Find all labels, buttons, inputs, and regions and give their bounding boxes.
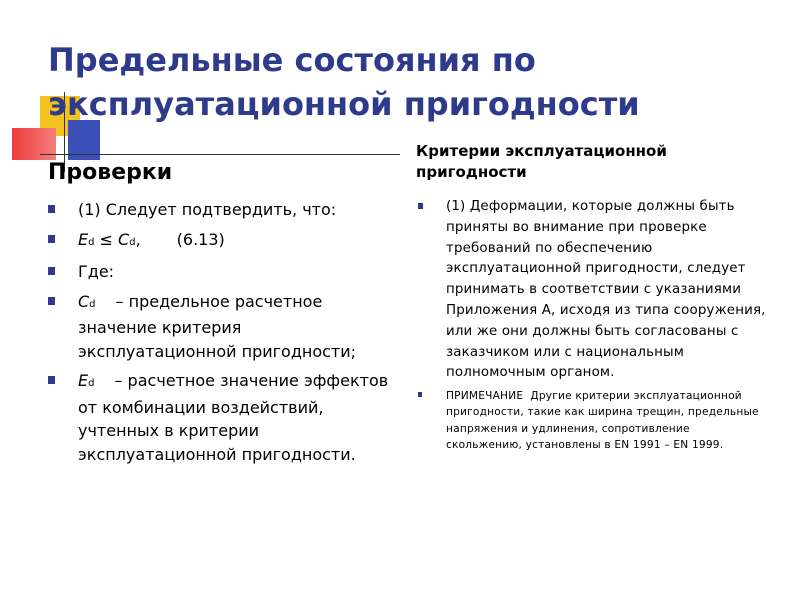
definition-text: – расчетное значение эффектов от комбинации воздействий, учтенных в критерии эксплуатационной пригодности. xyxy=(78,371,389,464)
bullet-icon xyxy=(48,297,55,305)
list-item-text: Где: xyxy=(78,262,115,281)
bullet-icon xyxy=(48,205,55,213)
left-bullet-list xyxy=(48,198,398,472)
note-text: Другие критерии эксплуатационной пригодности, такие как ширина трещин, предельные напряжения и удлинения, сопротивление скольжению, установлены в EN 1991 – EN 1999. xyxy=(446,390,759,451)
bullet-icon xyxy=(48,267,55,275)
list-item xyxy=(48,369,398,466)
list-item xyxy=(48,228,398,255)
bullet-icon xyxy=(48,376,55,384)
bullet-icon xyxy=(418,203,423,209)
list-item xyxy=(416,388,766,453)
symbol-e: E xyxy=(78,371,89,390)
list-item xyxy=(48,260,398,284)
subscript: d xyxy=(88,378,95,389)
slide-title xyxy=(48,38,768,126)
symbol-c: C xyxy=(78,291,90,311)
right-bullet-list xyxy=(416,197,766,453)
left-column-heading: Проверки xyxy=(48,160,173,185)
right-column-heading: Критерии эксплуатационной пригодности xyxy=(416,142,667,181)
subscript: d xyxy=(129,236,136,248)
equation-number: (6.13) xyxy=(176,229,225,249)
definition-text: – предельное расчетное значение критерия эксплуатационной пригодности; xyxy=(78,291,357,361)
decor-red-square-fade xyxy=(12,128,56,160)
note-label: ПРИМЕЧАНИЕ xyxy=(446,390,524,403)
less-equal-sign: ≤ xyxy=(94,229,119,249)
symbol-e: E xyxy=(78,229,89,249)
subscript: d xyxy=(88,236,95,248)
list-item xyxy=(48,290,398,364)
comma: , xyxy=(135,229,141,249)
list-item xyxy=(48,198,398,222)
slide-title-line-2: эксплуатационной пригодности xyxy=(48,85,640,123)
slide-title-line-1: Предельные состояния по xyxy=(48,41,536,79)
list-item-text: (1) Деформации, которые должны быть приняты во внимание при проверке требований по обеспечению эксплуатационной пригодности, следует принимать в соответствии с указаниями Приложения А, исходя из типа сооружения, или же они должны быть согласованы с заказчиком или с национальным полномочным органом. xyxy=(446,199,766,381)
bullet-icon xyxy=(418,392,422,397)
symbol-c: C xyxy=(118,229,130,249)
list-item xyxy=(416,197,766,384)
decor-horizontal-line xyxy=(40,154,400,155)
subscript: d xyxy=(89,298,96,310)
bullet-icon xyxy=(48,235,55,243)
list-item-text: (1) Следует подтвердить, что: xyxy=(78,200,337,219)
